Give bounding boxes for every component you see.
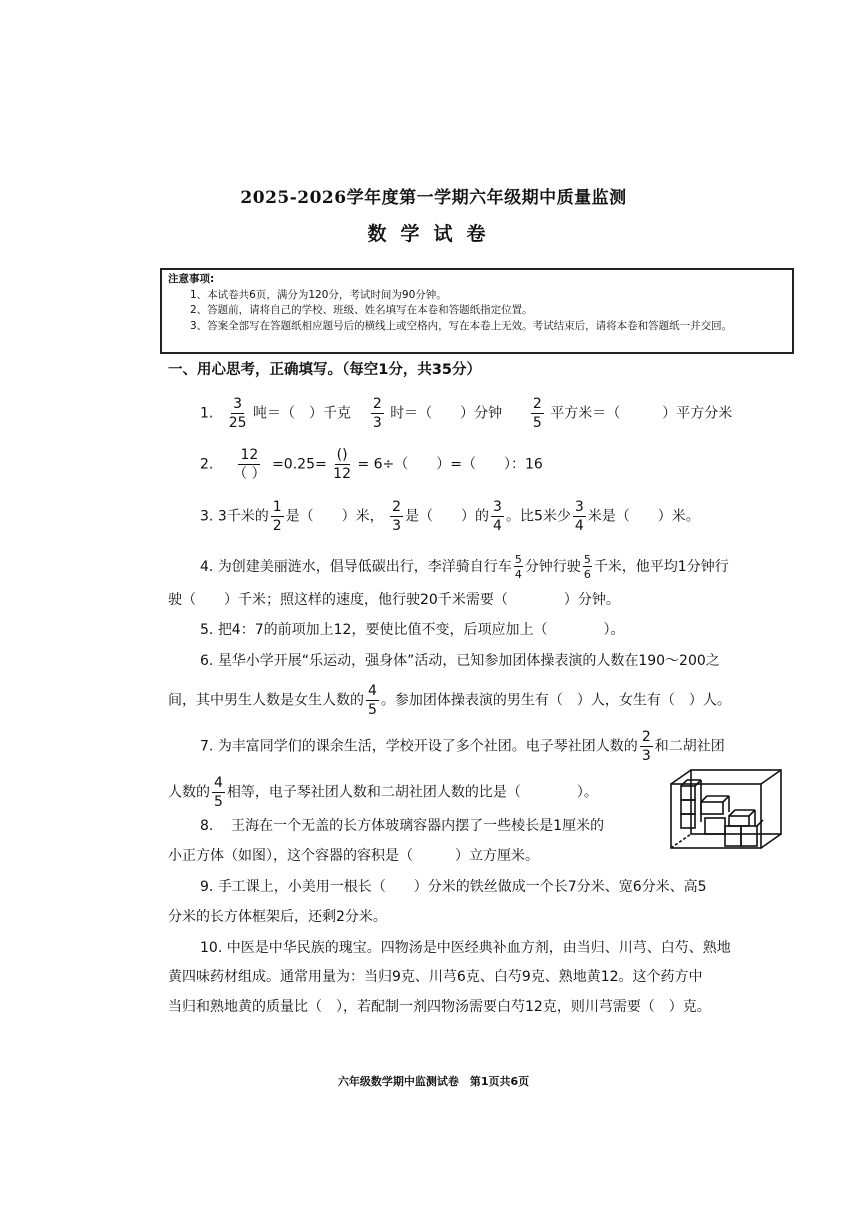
q4-text-2: 分钟行驶 xyxy=(524,559,581,575)
q7-text-1: 为丰富同学们的课余生活，学校开设了多个社团。电子琴社团人数的 xyxy=(217,738,638,755)
q3-text-1: 3千米的 xyxy=(217,508,269,525)
cube xyxy=(701,802,723,814)
q7-number: 7. xyxy=(200,738,214,755)
page-footer: 六年级数学期中监测试卷 第1页共6页 xyxy=(337,1075,530,1088)
question-6-line-2 xyxy=(168,684,731,717)
notice-item-3: 3、答案全部写在答题纸相应题号后的横线上或空格内，写在本卷上无效。考试结束后，请将本卷和答题纸一并交回。 xyxy=(190,319,733,332)
q3-text-2: 是（ ）米， xyxy=(285,508,384,525)
q3-text-3: 是（ ）的 xyxy=(405,508,490,525)
q1-fraction-2 xyxy=(371,397,384,430)
question-10-line-3: 当归和熟地黄的质量比（ ），若配制一剂四物汤需要白芍12克，则川芎需要（ ）克。 xyxy=(168,999,711,1015)
q1-f3-den: 5 xyxy=(532,415,542,431)
q7-f1-den: 3 xyxy=(641,748,651,764)
cube xyxy=(681,800,695,814)
question-9-line-1 xyxy=(200,876,707,896)
q2-f1-den: （ ） xyxy=(233,466,266,482)
q8-line-1-text: 王海在一个无盖的长方体玻璃容器内摆了一些棱长是1厘米的 xyxy=(231,818,605,834)
section-1-title: 一、用心思考，正确填写。（每空1分，共35分） xyxy=(168,362,482,378)
q3-f4-num: 3 xyxy=(574,499,584,515)
question-10-line-1 xyxy=(200,937,731,957)
cube-edge xyxy=(757,820,763,826)
exam-title: 2025-2026学年度第一学期六年级期中质量监测 xyxy=(240,188,627,208)
q6-fraction-1 xyxy=(366,684,379,717)
q7-f1-num: 2 xyxy=(641,729,651,745)
question-8-line-2: 小正方体（如图），这个容器的容积是（ ）立方厘米。 xyxy=(168,848,539,864)
q3-fraction-2 xyxy=(390,500,403,533)
q7-text-4: 相等，电子琴社团人数和二胡社团人数的比是（ ）。 xyxy=(226,784,598,801)
q3-fraction-3 xyxy=(491,500,504,533)
question-5 xyxy=(200,619,624,639)
exam-subtitle: 数学试卷 xyxy=(367,223,500,245)
q3-f4-den: 4 xyxy=(574,518,584,534)
notice-item-2: 2、答题前，请将自己的学校、班级、姓名填写在本卷和答题纸指定位置。 xyxy=(190,304,533,316)
q6-text-2: 。参加团体操表演的男生有（ ）人，女生有（ ）人。 xyxy=(380,692,731,709)
container-edge xyxy=(671,834,691,848)
cube xyxy=(681,814,695,828)
question-9-line-2: 分米的长方体框架后，还剩2分米。 xyxy=(168,909,387,925)
q1-f3-num: 2 xyxy=(532,396,542,412)
q2-f1-num: 12 xyxy=(240,447,259,463)
q1-text-3: 平方米＝（ ）平方分米 xyxy=(550,405,733,422)
q1-text-2: 时＝（ ）分钟 xyxy=(390,405,503,422)
q10-number: 10. xyxy=(200,940,223,956)
question-4-line-1 xyxy=(200,554,729,580)
q1-fraction-3 xyxy=(531,397,544,430)
q4-text-1: 为创建美丽涟水，倡导低碳出行，李洋骑自行车 xyxy=(217,559,512,575)
question-7-line-1 xyxy=(200,730,725,763)
question-7-line-2 xyxy=(168,776,598,809)
question-6-line-1 xyxy=(200,650,720,670)
q6-f1-den: 5 xyxy=(368,702,377,718)
q3-f1-den: 2 xyxy=(272,518,282,534)
q7-text-3: 人数的 xyxy=(168,784,210,801)
cube-edge xyxy=(723,796,729,802)
q1-f1-num: 3 xyxy=(233,396,243,412)
q4-number: 4. xyxy=(200,559,214,575)
question-3 xyxy=(200,500,700,533)
q3-f3-den: 4 xyxy=(493,518,502,534)
q3-f2-num: 2 xyxy=(392,499,402,515)
q7-fraction-2 xyxy=(212,776,225,809)
q7-f2-den: 5 xyxy=(214,794,223,810)
q2-number: 2. xyxy=(200,456,214,473)
container-cubes-figure xyxy=(667,766,785,856)
q7-fraction-1 xyxy=(640,730,653,763)
cube xyxy=(705,818,725,834)
q2-text-2: = 6÷（ ）=（ ）：16 xyxy=(357,456,543,473)
q7-text-2: 和二胡社团 xyxy=(654,738,725,755)
q5-text: 把4：7的前项加上12，要使比值不变，后项应加上（ ）。 xyxy=(217,622,625,638)
q2-text-1: =0.25= xyxy=(272,456,327,473)
q4-f1-den: 4 xyxy=(514,568,522,581)
q6-number: 6. xyxy=(200,653,214,669)
q1-f1-den: 25 xyxy=(228,415,247,431)
q3-f3-num: 3 xyxy=(493,499,502,515)
container-edge xyxy=(761,770,781,784)
cube xyxy=(681,786,695,800)
cube xyxy=(725,826,741,846)
q1-text-1: 吨＝（ ）千克 xyxy=(253,405,351,422)
q4-fraction-1 xyxy=(514,554,523,580)
notice-heading: 注意事项: xyxy=(168,273,215,285)
q2-fraction-2 xyxy=(333,448,351,481)
q9-line-1-text: 手工课上，小美用一根长（ ）分米的铁丝做成一个长7分米、宽6分米、高5 xyxy=(217,879,707,895)
container-edge xyxy=(761,834,781,848)
q1-f2-num: 2 xyxy=(372,396,382,412)
q4-f2-num: 5 xyxy=(583,553,591,566)
q3-number: 3. xyxy=(200,508,214,525)
q3-fraction-1 xyxy=(271,500,284,533)
q3-text-4: 。比5米少 xyxy=(505,508,571,525)
q5-number: 5. xyxy=(200,622,214,638)
q2-f2-den: 12 xyxy=(333,466,351,482)
question-10-line-2: 黄四味药材组成。通常用量为：当归9克、川芎6克、白芍9克、熟地黄12。这个药方中 xyxy=(168,969,703,985)
q6-f1-num: 4 xyxy=(368,683,377,699)
question-8-line-1 xyxy=(200,815,604,835)
q9-number: 9. xyxy=(200,879,214,895)
q2-fraction-1 xyxy=(233,448,265,481)
q6-text-1: 间，其中男生人数是女生人数的 xyxy=(168,692,364,709)
q2-f2-num: () xyxy=(336,447,348,463)
q1-fraction-1 xyxy=(229,397,247,430)
cube-edge xyxy=(681,780,687,786)
cube xyxy=(729,816,749,826)
cube-edge xyxy=(695,780,701,786)
q4-f2-den: 6 xyxy=(583,568,591,581)
cube-edge xyxy=(729,810,735,816)
question-1 xyxy=(200,397,732,430)
cube xyxy=(741,826,757,846)
notice-box xyxy=(160,268,794,354)
q6-line-1-text: 星华小学开展“乐运动，强身体”活动，已知参加团体操表演的人数在190～200之 xyxy=(217,653,720,669)
q4-fraction-2 xyxy=(583,554,592,580)
q1-f2-den: 3 xyxy=(372,415,382,431)
q3-f1-num: 1 xyxy=(272,499,282,515)
question-2 xyxy=(200,448,543,481)
q3-f2-den: 3 xyxy=(392,518,402,534)
notice-item-1: 1、本试卷共6页，满分为120分，考试时间为90分钟。 xyxy=(190,288,447,301)
q1-number: 1. xyxy=(200,405,214,422)
q8-number: 8. xyxy=(200,818,214,834)
cube-edge xyxy=(749,810,755,816)
cube-edge xyxy=(701,796,707,802)
q4-f1-num: 5 xyxy=(514,553,522,566)
q3-text-5: 米是（ ）米。 xyxy=(587,508,700,525)
q7-f2-num: 4 xyxy=(214,775,223,791)
q3-fraction-4 xyxy=(573,500,586,533)
question-4-line-2: 驶（ ）千米；照这样的速度，他行驶20千米需要（ ）分钟。 xyxy=(168,592,620,608)
q10-line-1-text: 中医是中华民族的瑰宝。四物汤是中医经典补血方剂，由当归、川芎、白芍、熟地 xyxy=(226,940,731,956)
container-edge xyxy=(671,770,691,784)
q4-text-3: 千米，他平均1分钟行 xyxy=(593,559,729,575)
